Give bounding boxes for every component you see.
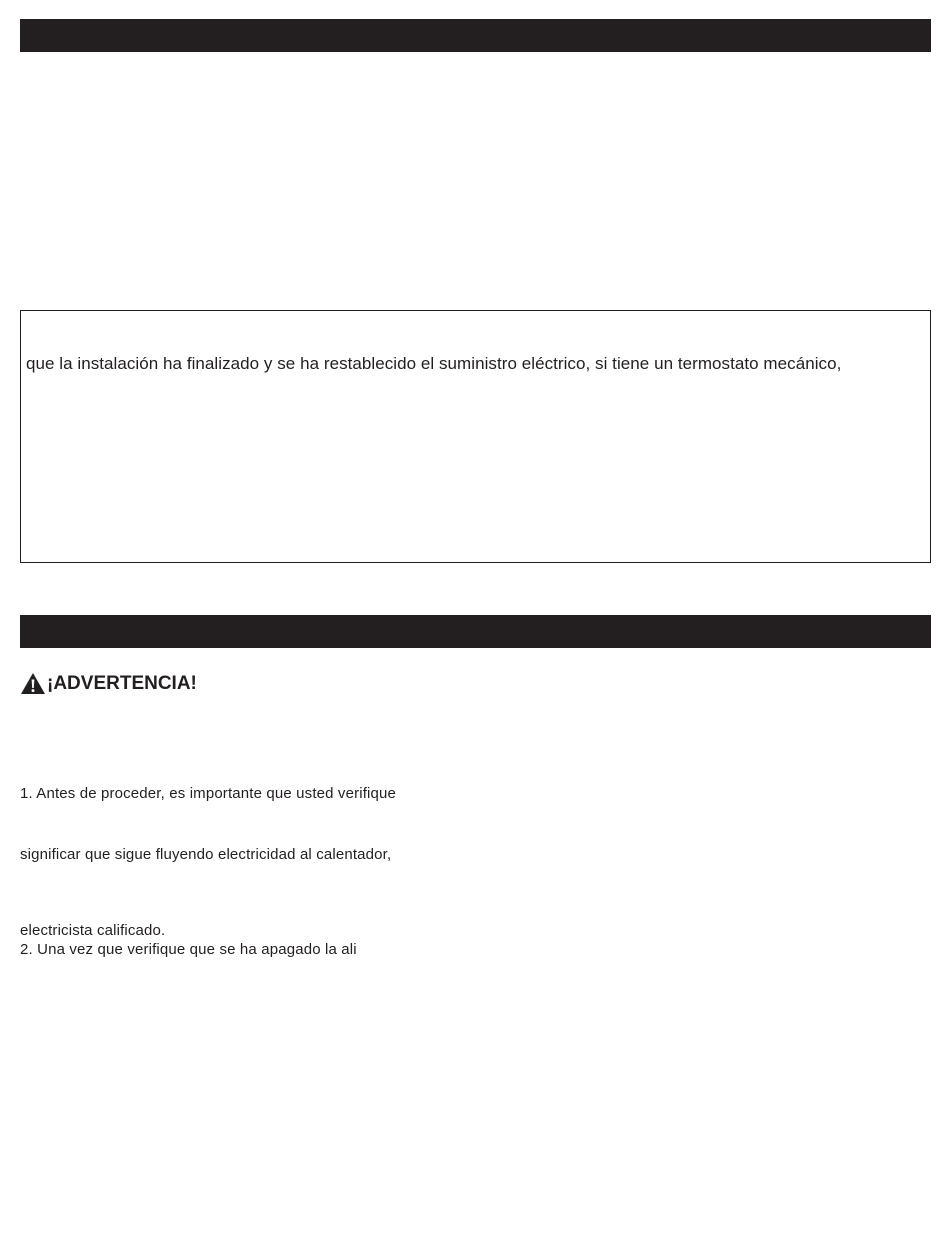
note-box (20, 310, 931, 563)
section-header-bar-top (20, 19, 931, 52)
warning-triangle-icon (20, 672, 46, 695)
warning-heading (20, 672, 197, 695)
body-text-line: 2. Una vez que verifique que se ha apagado la ali (20, 941, 357, 958)
note-box-text: que la instalación ha finalizado y se ha restablecido el suministro eléctrico, si tiene un termostato mecánico, (26, 354, 842, 373)
warning-heading-text: ¡ADVERTENCIA! (47, 672, 197, 694)
body-text-line: 1. Antes de proceder, es importante que usted verifique (20, 785, 396, 802)
section-header-bar-warning (20, 615, 931, 648)
body-text-line: electricista calificado. (20, 922, 166, 939)
body-text-line: significar que sigue fluyendo electricidad al calentador, (20, 846, 392, 863)
